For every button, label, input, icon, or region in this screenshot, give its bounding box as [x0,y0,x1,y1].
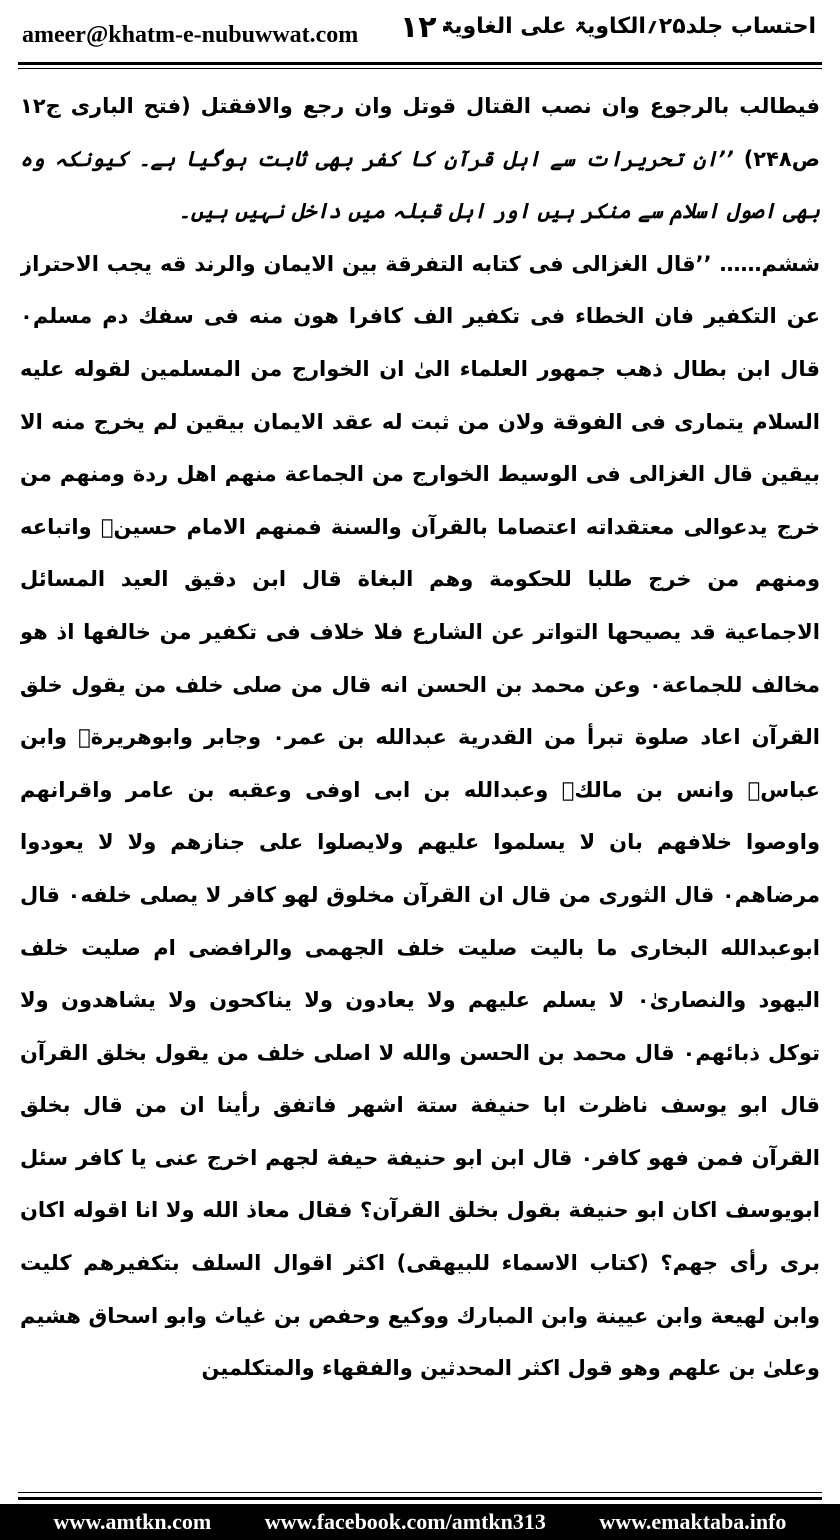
section-label: ششم…… [719,251,820,276]
arabic-quote-2: ’’قال الغزالی فی کتابه التفرقة بین الایمان والرند قه یجب الاحتراز عن التکفیر فان الخطاء فی تکفیر الف کافرا هون منه فی سفك دم مسلم۰ قال ابن بطال ذهب جمهور العلماء الیٰ ان الخوارج من المسلمین لقوله علیه السلام یتماری فی الفوقة ولان من ثبت له عقد الایمان بیقین لم یخرج منه الا بیقین قال الغزالی فی الوسیط الخوارج من الجماعة منهم اهل ردة ومنهم من خرج یدعوالی معتقداته اعتصاما بالقرآن والسنة فمنهم الامام حسینؓ واتباعه ومنهم من خرج طلبا للحکومة وهم البغاة قال ابن دقیق العید المسائل الاجماعیة قد یصیحها التواتر عن الشارع فلا خلاف فی تکفیر من خالفها اذ هو مخالف للجماعة۰ وعن محمد بن الحسن انه قال من صلی خلف من یقول خلق القرآن اعاد صلوة تبرأ من القدریة عبدالله بن عمر۰ وجابر وابوهریرةؓ وابن عباسؓ وانس بن مالكؓ وعبدالله بن ابی اوفی وعقبه بن عامر واقرانهم واوصوا خلافهم بان لا یسلموا علیهم ولایصلوا علی جنازهم ولا لا یعودوا مرضاهم۰ قال الثوری من قال ان القرآن مخلوق لهو کافر لا یصلی خلفه۰ قال ابوعبدالله البخاری ما بالیت صلیت خلف الجهمی والرافضی ام صلیت خلف الیهود والنصاریٰ۰ لا یسلم علیهم ولا یعادون ولا یناکحون ولا یشاهدون ولا توکل ذبائهم۰ قال محمد بن الحسن والله لا اصلی خلف من یقول بخلق القرآن قال ابو یوسف ناظرت ابا حنیفة ستة اشهر فاتفق رأینا ان من قال بخلق القرآن فمن فهو کافر۰ قال ابن ابو حنیفة حیفة لجهم اخرج عنی یا کافر سئل ابویوسف اکان ابو حنیفة بقول بخلق القرآن؟ فقال معاذ الله ولا انا اقوله اکان بری رأی جهم؟ (کتاب الاسماء للبیهقی) اکثر اقوال السلف بتکفیرهم کلیت وابن لهیعة وابن عیینة وابن المبارك ووکیع وحفص بن غیاث وابو اسحاق هشیم وعلیٰ بن علهم وهو قول اکثر المحدثین والفقهاء والمتکلمین [20,251,820,1381]
footer-link-facebook[interactable]: www.facebook.com/amtkn313 [264,1509,546,1534]
header-email[interactable]: ameer@khatm-e-nubuwwat.com [22,22,359,48]
paragraph-1 [20,80,820,238]
urdu-commentary-1: ’’ان تحریرات سے اہل قرآن کا کفر بھی ثابت ہوگیا ہے۔ کیونکہ وہ بھی اصول اسلام سے منکر ہیں اور اہل قبلہ میں داخل نہیں ہیں۔ [20,146,820,224]
header-divider-thin [18,68,822,69]
footer-link-emaktaba[interactable]: www.emaktaba.info [599,1509,787,1534]
book-title: احتساب جلد۲۵؍الکاویۃ علی الغاویۃ [441,14,816,39]
page-number: ۱۲۰ [400,10,455,45]
footer-links-bar [0,1504,840,1540]
footer-link-amtkn[interactable]: www.amtkn.com [53,1509,212,1534]
page-body [20,80,820,1480]
footer-divider [18,1497,822,1500]
arabic-quote-1: فیطالب بالرجوع وان نصب القتال قوتل وان رجع والافقتل (فتح الباری ج۱۲ ص۲۴۸) [20,94,820,171]
page-header [0,0,840,66]
header-divider [18,62,822,65]
paragraph-2 [20,238,820,1395]
footer-divider-thin [18,1492,822,1493]
